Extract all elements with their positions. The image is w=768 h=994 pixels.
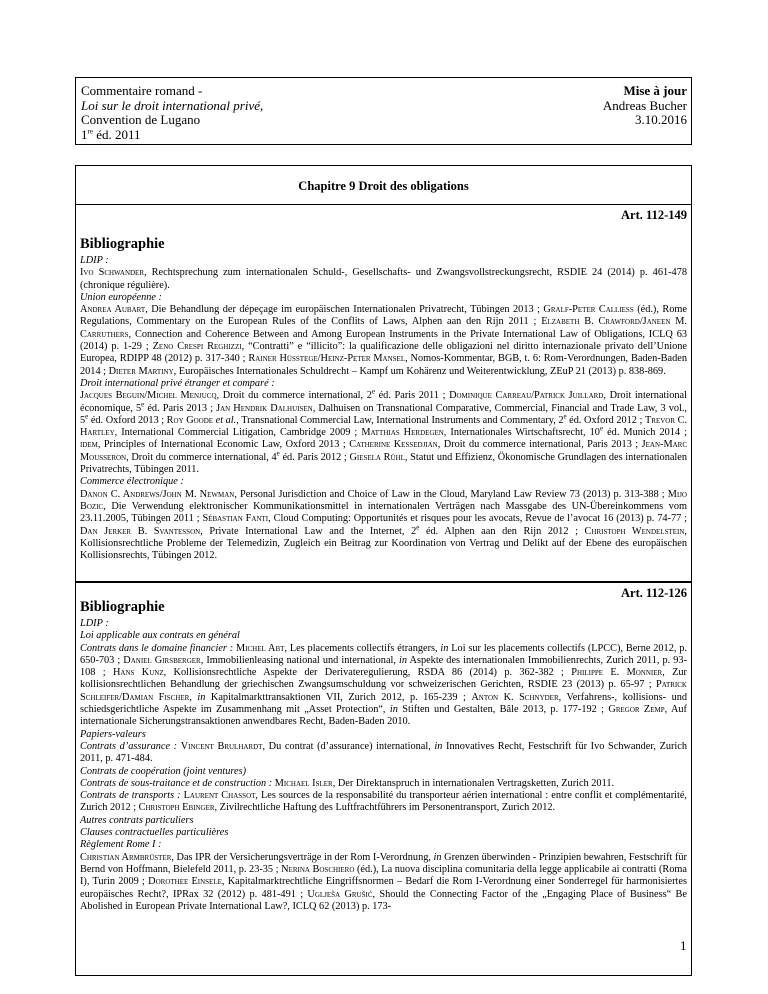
bibliography-heading: Bibliographie (80, 236, 165, 252)
section-art-112-126 (75, 582, 692, 976)
header-box (75, 77, 692, 145)
entry-subcontracting: Contrats de sous-traitance et de construction : Michael Isler, Der Direktanspruch in internationalen Vertragsketten, Zurich 2011. (80, 777, 615, 789)
subheading-rome-i: Règlement Rome I : (80, 839, 162, 851)
section-art-112-149 (75, 204, 692, 582)
subheading-ldip: LDIP : (80, 255, 109, 266)
header-edition: 1re éd. 2011 (81, 126, 141, 142)
entry-insurance: Contrats d’assurance : Vincent Brulhardt, Du contrat (d’assurance) international, in Innovatives Recht, Festschrift für Ivo Schwander, Zurich 2011, p. 471-484. (80, 740, 688, 765)
entry-transport: Contrats de transports : Laurent Chassot, Les sources de la responsabilité du transporteur aérien international : entre conflit et complémentarité, Zurich 2012 ; Christoph Ebinger, Zivilrechtliche Haftung des Luftfrachtführers im Personentransport, Zurich 2012. (80, 790, 687, 814)
chapter-box (75, 165, 692, 205)
bibliography-content (80, 255, 687, 562)
subheading-cooperation: Contrats de coopération (joint ventures) (80, 765, 247, 777)
entry-ecommerce: Danon C. Andrews/John M. Newman, Personal Jurisdiction and Choice of Law in the Cloud, Maryland Law Review 73 (2013) p. 313-388 ; Mijo Bozic, Die Verwendung elektronischer Kommunikationsmittel in internationalen Verträgen nach Massgabe des UN-Übereinkommens vom 23.11.2005, Tübingen 2011 ; Sébastian Fanti, Cloud Computing: Opportunités et risques pour les avocats, Revue de l’avocat 16 (2013) p. 74-77 ; Dan Jerker B. Svantesson, Private International Law and the Internet, 2e éd. Alphen aan den Rijn 2012 ; Christoph Wendelstein, Kollisionsrechtliche Probleme der Telemedizin, Zugleich ein Beitrag zur Koordination von Vertrag und Delikt auf der Ebene des europäischen Kollisionsrechts, Tübingen 2012. (80, 488, 687, 562)
subheading-ldip: LDIP : (80, 618, 109, 629)
update-label: Mise à jour (623, 83, 687, 98)
update-date: 3.10.2016 (635, 112, 687, 127)
bibliography-heading: Bibliographie (80, 599, 165, 615)
subheading-comparative: Droit international privé étranger et comparé : (80, 377, 275, 389)
entry-financial: Contrats dans le domaine financier : Michel Abt, Les placements collectifs étrangers, in Loi sur les placements collectifs (LPCC), Berne 2012, p. 650-703 ; Daniel Girsberger, Immobilienleasing national und international, in Aspekte des internationalen Immobilienrechts, Zurich 2011, p. 93-108 ; Hans Kunz, Kollisionsrechtliche Aspekte der Derivateregulierung, RSDA 86 (2014) p. 362-382 ; Philippe E. Monnier, Zur kollisionsrechtlichen Behandlung der griechischen Zwangsumschuldung vor schweizerischen Gerichten, RSDIE 23 (2013) p. 65-97 ; Patrick Schleifer/Damian Fischer, in Kapitalmarkttransaktionen VII, Zurich 2012, p. 165-239 ; Anton K. Schnyder, Verfahrens-, kollisions- und schiedsgerichtliche Aspekte im Zusammenhang mit „Asset Protection“, in Stiften und Gestalten, Bâle 2013, p. 177-192 ; Gregor Zemp, Auf internationale Sicherungstransaktionen anwendbares Recht, Baden-Baden 2010. (80, 642, 688, 728)
entry-comparative: Jacques Beguin/Michel Menjucq, Droit du commerce international, 2e éd. Paris 2011 ; Dominique Carreau/Patrick Juillard, Droit international économique, 5e éd. Paris 2013 ; Jan Hendrik Dalhuisen, Dalhuisen on Transnational Comparative, Commercial, Financial and Trade Law, 3 vol., 5e éd. Oxford 2013 ; Roy Goode et al., Transnational Commercial Law, International Instruments and Commentary, 2e éd. Oxford 2012 ; Trevor C. Hartley, International Commercial Litigation, Cambridge 2009 ; Matthias Herdegen, Internationales Wirtschaftsrecht, 10e éd. Munich 2014 ; idem, Principles of International Economic Law, Oxford 2013 ; Catherine Kessedjian, Droit du commerce international, Paris 2013 ; Jean-Marc Mousseron, Droit du commerce international, 4e éd. Paris 2012 ; Giesela Rühl, Statut und Effizienz, Ökonomische Grundlagen des internationalen Privatrechts, Tübingen 2011. (80, 387, 688, 476)
author-name: Andreas Bucher (602, 97, 687, 113)
header-convention: Convention de Lugano (81, 112, 201, 127)
header-left (81, 84, 263, 142)
article-range: Art. 112-126 (621, 586, 687, 600)
header-law-name: Loi sur le droit international privé, (81, 97, 264, 113)
subheading-other-contracts: Autres contrats particuliers (80, 814, 194, 826)
entry-ldip: Ivo Schwander, Rechtsprechung zum internationalen Schuld-, Gesellschafts- und Zwangsvollstreckungsrecht, RSDIE 24 (2014) p. 461-478 (chronique régulière). (80, 267, 688, 291)
article-range: Art. 112-149 (621, 208, 687, 222)
header-right (603, 84, 687, 128)
bibliography-content (80, 618, 687, 913)
subheading-ecommerce: Commerce électronique : (80, 476, 184, 488)
chapter-title: Chapitre 9 Droit des obligations (298, 179, 469, 193)
page-number: 1 (680, 938, 687, 953)
header-title: Commentaire romand - (81, 83, 203, 98)
subheading-ue: Union européenne : (80, 291, 162, 303)
entry-rome-i: Christian Armbrüster, Das IPR der Versicherungsverträge in der Rom I-Verordnung, in Grenzen überwinden - Prinzipien bewahren, Festschrift für Bernd von Hoffmann, Bielefeld 2011, p. 23-35 ; Nerina Boschiero (éd.), La nuova disciplina comunitaria della legge applicabile ai contratti (Roma I), Turin 2009 ; Dorothee Einsele, Kapitalmarktrechtliche Eingriffsnormen – Bedarf die Rom I-Verordnung einer Sonderregel für harmonisiertes europäisches Recht?, IPRax 32 (2012) p. 481-491 ; Uglješa Grušić, Should the Connecting Factor of the „Engaging Place of Business“ Be Abolished in European Private International Law?, ICLQ 62 (2013) p. 173- (80, 851, 687, 912)
subheading-general: Loi applicable aux contrats en général (80, 630, 240, 642)
subheading-securities: Papiers-valeurs (80, 728, 146, 740)
subheading-clauses: Clauses contractuelles particulières (80, 827, 229, 839)
entry-ue: Andrea Aubart, Die Behandlung der dépeçage im europäischen Internationalen Privatrecht, Tübingen 2013 ; Gralf-Peter Calliess (éd.), Rome Regulations, Commentary on the European Rules of the Conflits of Laws, Alphen aan den Rijn 2011 ; Elzabeth B. Crawford/Janeen M. Carruthers, Connection and Coherence Between and Among European Instruments in the Private International Law of Obligations, ICLQ 63 (2014) p. 1-29 ; Zeno Crespi Reghizzi, “Contratti” e “illicito”: la qualificazione delle obligazioni nel diritto internazionale privato dell’Unione Europea, RDIPP 48 (2012) p. 317-340 ; Rainer Hüsstege/Heinz-Peter Mansel, Nomos-Kommentar, BGB, t. 6: Rom-Verordnungen, Baden-Baden 2014 ; Dieter Martiny, Europäisches Internationales Schuldrecht – Kampf um Kohärenz und Weiterentwicklung, ZEuP 21 (2013) p. 838-869. (80, 304, 687, 377)
